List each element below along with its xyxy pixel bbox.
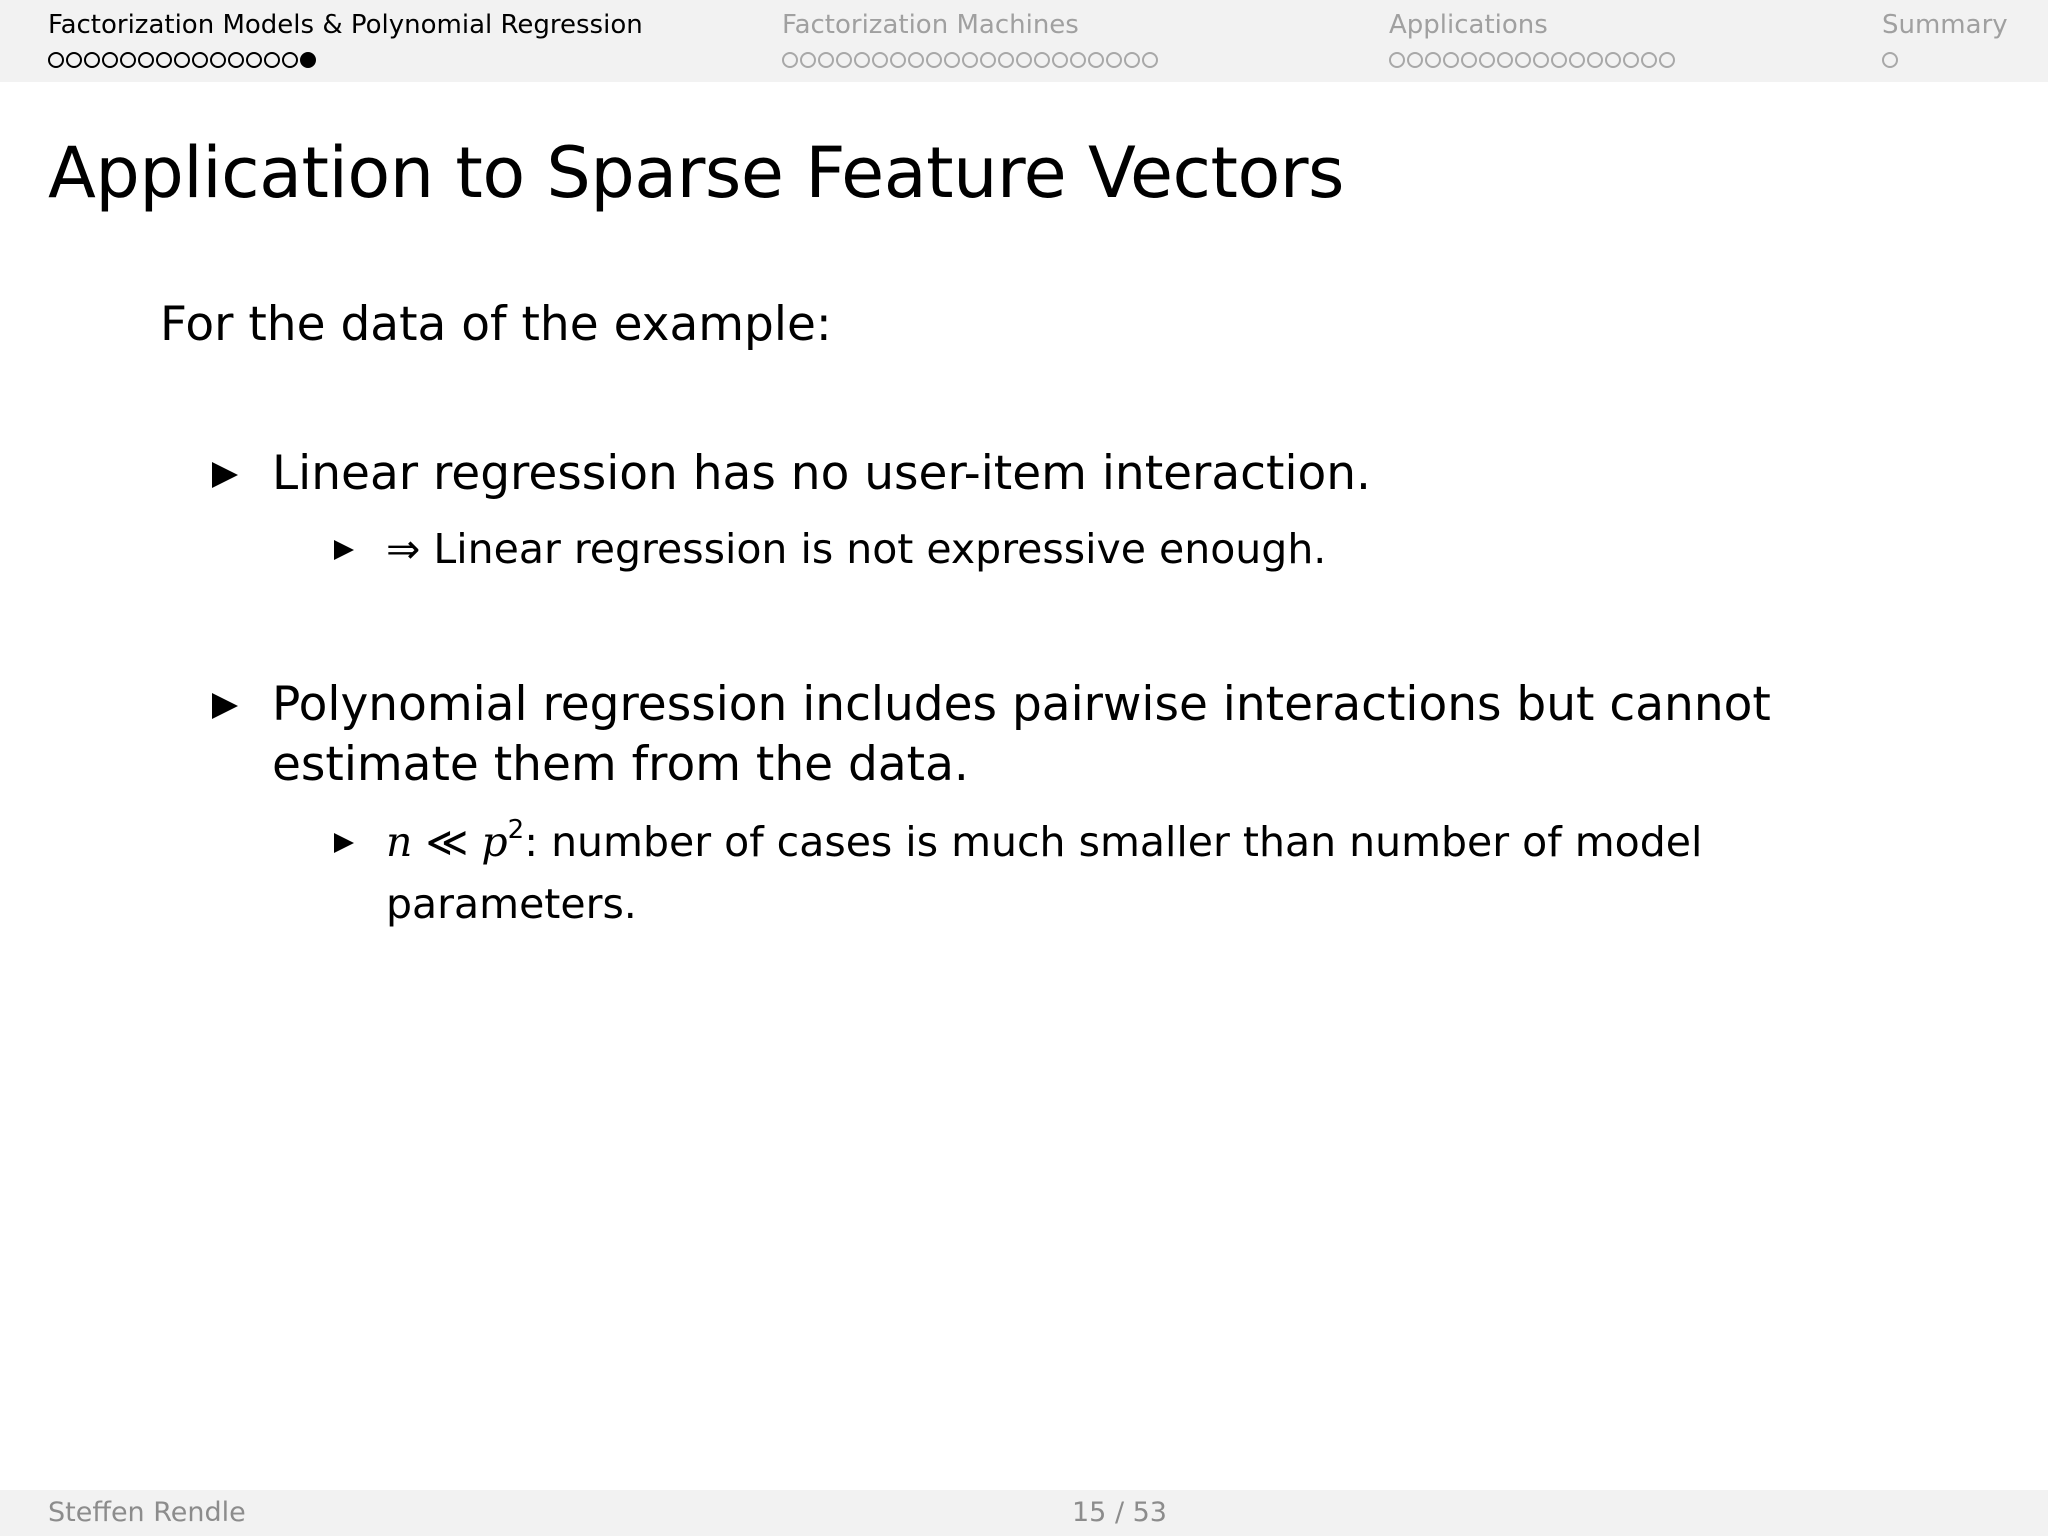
- slide-dot[interactable]: [66, 52, 82, 68]
- sub-bullet-text: ⇒ Linear regression is not expressive enough.: [386, 525, 1327, 573]
- math-variable-n: n: [386, 818, 413, 866]
- current-slide-dot[interactable]: [300, 52, 316, 68]
- slide-dot[interactable]: [872, 52, 888, 68]
- slide-dot[interactable]: [1605, 52, 1621, 68]
- slide-dot[interactable]: [156, 52, 172, 68]
- sub-bullet-triangle-icon: [334, 833, 354, 853]
- slide-dot[interactable]: [48, 52, 64, 68]
- intro-text: For the data of the example:: [160, 297, 832, 352]
- slide-dot[interactable]: [998, 52, 1014, 68]
- slide-dot[interactable]: [1461, 52, 1477, 68]
- nav-section-title[interactable]: Factorization Machines: [782, 10, 1079, 40]
- slide-dot[interactable]: [1533, 52, 1549, 68]
- slide-title: Application to Sparse Feature Vectors: [48, 132, 1345, 214]
- math-much-less-than: ≪: [425, 818, 469, 866]
- slide-dot[interactable]: [890, 52, 906, 68]
- bullet-triangle-icon: [212, 462, 238, 488]
- footer-page-number: 15 / 53: [1072, 1497, 1167, 1528]
- sub-bullet-not-expressive: [386, 518, 1836, 580]
- slide-dot[interactable]: [800, 52, 816, 68]
- slide-dot[interactable]: [138, 52, 154, 68]
- slide-dot[interactable]: [836, 52, 852, 68]
- slide-dot[interactable]: [1497, 52, 1513, 68]
- bullet-text: Polynomial regression includes pairwise interactions but cannot estimate them from the data.: [272, 677, 1771, 792]
- bullet-polynomial-regression: [272, 675, 1832, 795]
- nav-section-progress-dots: [1389, 50, 1675, 70]
- slide-dot[interactable]: [1407, 52, 1423, 68]
- nav-section-title[interactable]: Factorization Models & Polynomial Regression: [48, 10, 643, 40]
- sub-bullet-text: : number of cases is much smaller than number of model parameters.: [386, 818, 1703, 928]
- slide-dot[interactable]: [264, 52, 280, 68]
- nav-section-progress-dots: [782, 50, 1158, 70]
- slide-dot[interactable]: [1623, 52, 1639, 68]
- bullet-linear-regression: [272, 444, 1772, 504]
- slide-dot[interactable]: [174, 52, 190, 68]
- slide-dot[interactable]: [818, 52, 834, 68]
- slide-dot[interactable]: [1569, 52, 1585, 68]
- slide-dot[interactable]: [926, 52, 942, 68]
- bullet-triangle-icon: [212, 693, 238, 719]
- slide-dot[interactable]: [1016, 52, 1032, 68]
- slide-dot[interactable]: [1034, 52, 1050, 68]
- slide-dot[interactable]: [1070, 52, 1086, 68]
- slide-dot[interactable]: [944, 52, 960, 68]
- slide-dot[interactable]: [980, 52, 996, 68]
- math-variable-p: p: [481, 818, 508, 866]
- slide-dot[interactable]: [84, 52, 100, 68]
- slide-dot[interactable]: [1425, 52, 1441, 68]
- nav-section-factorization-models[interactable]: [48, 8, 643, 70]
- slide-dot[interactable]: [1587, 52, 1603, 68]
- slide-dot[interactable]: [1479, 52, 1495, 68]
- sub-bullet-triangle-icon: [334, 540, 354, 560]
- slide-dot[interactable]: [908, 52, 924, 68]
- slide-dot[interactable]: [1551, 52, 1567, 68]
- footer-bar: [0, 1490, 2048, 1536]
- slide-dot[interactable]: [1088, 52, 1104, 68]
- slide-dot[interactable]: [1641, 52, 1657, 68]
- slide-dot[interactable]: [1659, 52, 1675, 68]
- nav-section-summary[interactable]: [1882, 8, 2008, 70]
- nav-section-title[interactable]: Applications: [1389, 10, 1548, 40]
- nav-section-progress-dots: [1882, 50, 2008, 70]
- slide-dot[interactable]: [246, 52, 262, 68]
- bullet-text: Linear regression has no user-item interaction.: [272, 446, 1371, 501]
- slide-dot[interactable]: [854, 52, 870, 68]
- slide-dot[interactable]: [1124, 52, 1140, 68]
- slide-dot[interactable]: [1882, 52, 1898, 68]
- slide-dot[interactable]: [192, 52, 208, 68]
- slide-dot[interactable]: [962, 52, 978, 68]
- nav-section-factorization-machines[interactable]: [782, 8, 1158, 70]
- slide-dot[interactable]: [1515, 52, 1531, 68]
- slide-dot[interactable]: [1443, 52, 1459, 68]
- footer-author: Steffen Rendle: [48, 1497, 246, 1528]
- slide-dot[interactable]: [1106, 52, 1122, 68]
- slide-dot[interactable]: [782, 52, 798, 68]
- slide-dot[interactable]: [1052, 52, 1068, 68]
- slide-dot[interactable]: [120, 52, 136, 68]
- nav-section-progress-dots: [48, 50, 643, 70]
- slide-dot[interactable]: [210, 52, 226, 68]
- nav-section-title[interactable]: Summary: [1882, 10, 2008, 40]
- math-exponent: 2: [507, 815, 525, 845]
- slide-dot[interactable]: [228, 52, 244, 68]
- sub-bullet-cases-vs-parameters: [386, 811, 1846, 935]
- slide-dot[interactable]: [102, 52, 118, 68]
- slide-dot[interactable]: [1389, 52, 1405, 68]
- slide-dot[interactable]: [1142, 52, 1158, 68]
- nav-section-applications[interactable]: [1389, 8, 1675, 70]
- slide-dot[interactable]: [282, 52, 298, 68]
- section-navigation-bar: [0, 0, 2048, 82]
